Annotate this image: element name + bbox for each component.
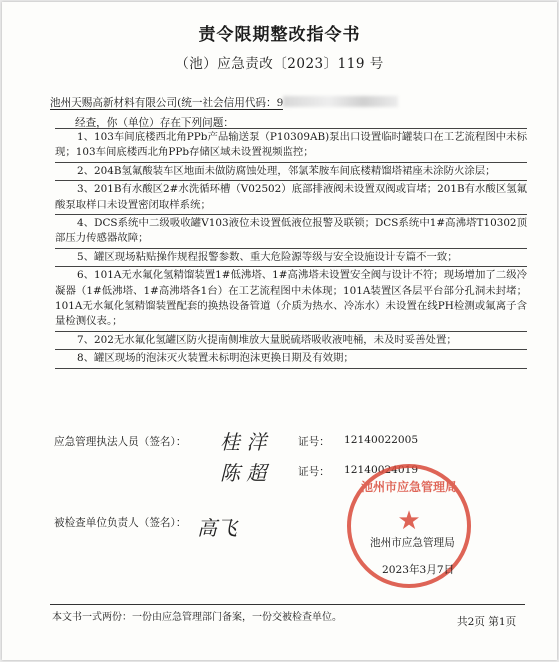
cert-label-1: 证号：: [298, 436, 330, 448]
redacted-credit-code: [283, 96, 398, 107]
problem-item: 5、罐区现场粘贴操作规程报警参数、重大危险源等级与安全设施设计专篇不一致；: [55, 249, 527, 267]
issue-date: 2023年3月7日: [382, 564, 455, 576]
addressee-line: [50, 95, 398, 110]
page-info: 共2页 第1页: [457, 616, 517, 628]
problem-item: 6、101A无水氟化氢精馏装置1#低沸塔、1#高沸塔未设置安全阀与设计不符；现场增加了二级冷凝器（1#低沸塔、1#高沸塔各1台）在工艺流程图中未体现；101A装置区各层平台部分孔洞未封堵；101A无水氟化氢精馏装置配套的换热设备管道（介质为热水、冷冻水）未设置在线PH检测或氟离子含量检测仪表。；: [55, 267, 527, 332]
inspector-label: 应急管理执法人员（签名）：: [54, 436, 187, 448]
inspector-1-signature: 桂 洋: [220, 430, 267, 454]
copies-note: 本文书一式两份：一份由应急管理部门备案，一份交被检查单位。: [52, 612, 342, 623]
problem-list: [55, 128, 527, 369]
seal-star-icon: ★: [397, 506, 421, 536]
addressee-company: 池州天赐高新材料有限公司(统一社会信用代码：9: [50, 97, 284, 109]
document-number: （池）应急责改〔2023〕119 号: [175, 56, 384, 72]
problem-item: 3、201B有水酸区2#水洗循环槽（V02502）底部排液阀未设置双阀或盲堵；201B有水酸区氢氟酸泵取样口未设置密闭取样系统；: [55, 181, 527, 215]
document-title: 责令限期整改指令书: [198, 25, 361, 45]
problem-item: 4、DCS系统中二级吸收罐V103液位未设置低液位报警及联锁；DCS系统中1#高沸塔T10302顶部压力传感器故障；: [55, 215, 527, 249]
footer-divider: [50, 604, 525, 605]
inspected-unit-label: 被检查单位负责人（签名）：: [54, 517, 187, 529]
intro-text: 经查，你（单位）存在下列问题：: [75, 117, 234, 129]
cert-number-2: 12140024019: [344, 464, 419, 476]
unit-representative-signature: 高飞: [197, 516, 237, 540]
problem-item: 2、204B氢氟酸装车区地面未做防腐蚀处理，邻氯苯胺车间底楼精馏塔裙座未涂防火涂层；: [55, 163, 527, 181]
document-page: [2, 2, 557, 660]
problem-item: 8、罐区现场的泡沫灭火装置未标明泡沫更换日期及有效期；: [55, 350, 527, 368]
issuer-name: 池州市应急管理局: [370, 537, 455, 549]
cert-label-2: 证号：: [298, 466, 330, 478]
cert-number-1: 12140022005: [344, 434, 419, 446]
problem-item: 7、202无水氟化氢罐区防火提南侧堆放大量脱硫塔吸收液吨桶，未及时妥善处置；: [55, 332, 527, 350]
inspector-2-signature: 陈 超: [220, 461, 267, 485]
problem-item: 1、103车间底楼西北角PPb产品输送泵（P10309AB)泵出口设置临时罐装口在工艺流程图中未标现；103车间底楼西北角PPb存储区域未设置视频监控；: [55, 129, 527, 163]
seal-text: 池州市应急管理局: [360, 480, 457, 494]
